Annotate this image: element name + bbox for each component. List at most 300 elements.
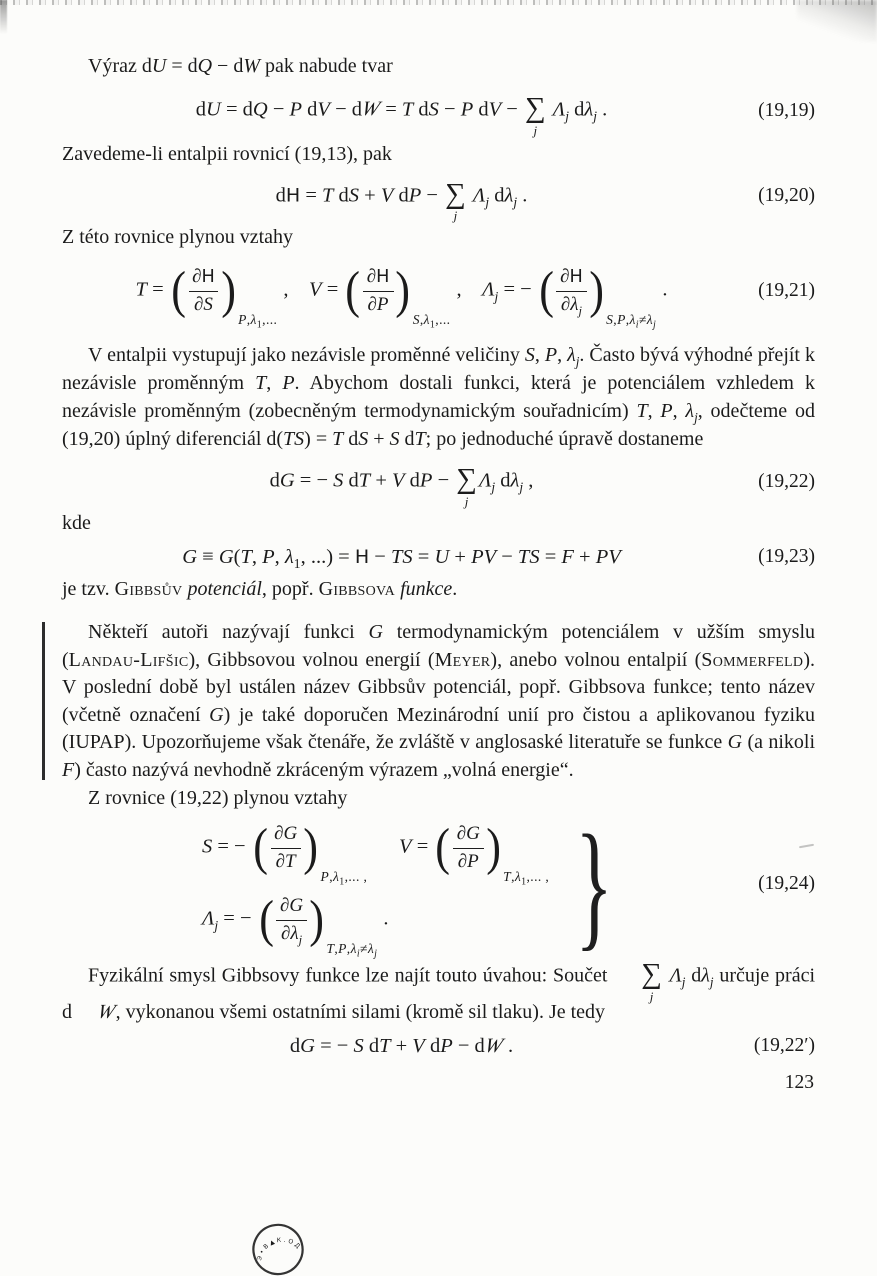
- paragraph-fyzikalni: [62, 956, 815, 1026]
- text-run: = d: [220, 98, 253, 121]
- paragraph-zrovnice: [62, 784, 815, 812]
- text-run: j: [374, 948, 378, 960]
- text-run: j: [565, 108, 569, 124]
- text-run: λ: [567, 344, 576, 367]
- text-run: G: [182, 545, 198, 568]
- text-run: d: [404, 469, 420, 492]
- text-run: ∂: [274, 822, 284, 844]
- text-run: ≠: [360, 941, 368, 957]
- text-run: ∂: [366, 265, 377, 287]
- text-run: G: [209, 703, 224, 726]
- equation-line-2: [202, 891, 550, 960]
- open-paren: (: [345, 262, 361, 320]
- equation-19-22-prime: [62, 1034, 815, 1059]
- text-run: . Často bývá výhodné přejít k nezávisle proměnným: [62, 344, 815, 395]
- text-run: λ: [284, 545, 294, 568]
- text-run: λ: [350, 941, 357, 957]
- text-run: P: [440, 1034, 453, 1057]
- text-run: =: [411, 835, 434, 858]
- text-run: T: [379, 1034, 391, 1057]
- text-run: =: [146, 278, 169, 301]
- text-run: P: [289, 98, 303, 121]
- text-run: P: [320, 869, 330, 885]
- text-run: G: [466, 822, 480, 844]
- text-run: i: [356, 948, 361, 960]
- text-run: j: [298, 932, 303, 947]
- text-run: ,: [278, 278, 310, 301]
- text-run: d: [302, 98, 318, 121]
- text-run: +: [573, 545, 596, 568]
- paragraph-ztato: [62, 223, 815, 251]
- text-run: G: [283, 822, 298, 844]
- paragraph-ventalpii: [62, 341, 815, 453]
- close-paren: ): [221, 262, 236, 320]
- text-run: j: [494, 288, 499, 304]
- text-run: Λ: [482, 278, 495, 301]
- text-run: W: [243, 55, 260, 77]
- text-run: Výraz d: [88, 55, 152, 77]
- text-run: ; po jednoduché úpravě dostaneme: [425, 428, 704, 451]
- text-run: S: [348, 184, 360, 207]
- text-run: S: [389, 428, 400, 451]
- text-run: P: [467, 850, 479, 872]
- text-run: ∂: [192, 265, 202, 287]
- text-run: V: [380, 184, 394, 207]
- text-run: λ: [367, 941, 375, 957]
- open-paren: (: [435, 819, 451, 877]
- text-run: Λ: [478, 469, 492, 492]
- text-run: pak nabude tvar: [260, 55, 393, 77]
- text-run: ∂: [193, 293, 204, 315]
- text-run: F: [561, 545, 574, 568]
- text-run: ∂: [457, 850, 468, 872]
- equation-19-24-group: [62, 804, 741, 963]
- equation-19-23: [62, 545, 815, 570]
- text-run: H: [285, 184, 301, 207]
- text-run: Meyer: [434, 648, 491, 671]
- text-run: ,: [334, 941, 339, 957]
- close-paren: ): [589, 262, 604, 320]
- text-run: j: [709, 974, 714, 990]
- library-stamp: [218, 1217, 338, 1276]
- equation-19-24-lines: [202, 819, 550, 960]
- text-run: d: [393, 184, 409, 207]
- text-run: −: [421, 184, 444, 207]
- summation-symbol: ∑ j: [456, 463, 477, 509]
- text-run: Zavedeme-li entalpii rovnicí (19,13), pak: [62, 142, 392, 165]
- fraction-condition: [412, 311, 451, 331]
- text-run: T: [255, 372, 267, 395]
- text-run: W: [482, 1034, 506, 1057]
- equation-line-1: [202, 819, 550, 888]
- text-run: d: [473, 98, 489, 121]
- note-paragraph: [62, 619, 815, 784]
- text-run: ∂λ: [560, 293, 579, 315]
- text-run: Z této rovnice plynou vztahy: [62, 226, 294, 249]
- text-run: H: [354, 545, 370, 568]
- text-run: P: [660, 400, 673, 423]
- scan-artifact-top-edge: [0, 0, 877, 5]
- scan-artifact-corner-left: [0, 0, 7, 34]
- text-run: T: [240, 545, 252, 568]
- text-run: =: [321, 278, 344, 301]
- text-run: +: [390, 1034, 413, 1057]
- equation-19-22: [62, 461, 815, 509]
- text-run: λ: [584, 98, 594, 121]
- text-run: ∂λ: [280, 922, 299, 944]
- text-run: ,: [266, 372, 283, 395]
- text-run: ,: [251, 545, 263, 568]
- text-run: d: [399, 428, 415, 451]
- text-run: j: [681, 974, 686, 990]
- text-run: potenciál: [187, 578, 262, 601]
- text-run: ,: [346, 941, 351, 957]
- equation-number: (19,19): [758, 99, 815, 121]
- text-run: T: [322, 184, 334, 207]
- text-run: +: [370, 469, 393, 492]
- text-run: PV: [595, 545, 621, 568]
- fraction-condition: [238, 311, 278, 331]
- summation-symbol: ∑ j: [445, 177, 466, 224]
- text-run: ), anebo volnou entalpií (: [490, 648, 702, 671]
- text-run: 1: [293, 555, 301, 571]
- text-run: −: [267, 98, 290, 121]
- text-run: ,: [672, 400, 686, 423]
- fraction-condition: [326, 941, 378, 960]
- text-run: , odečteme od (19,20) úplný diferenciál d(: [62, 400, 815, 451]
- paragraph-zavedeme: [62, 140, 815, 168]
- text-run: ,: [511, 869, 515, 885]
- text-run: d: [289, 1034, 301, 1057]
- text-run: G: [300, 1034, 315, 1057]
- text-run: T: [332, 428, 344, 451]
- text-run: − d: [329, 98, 362, 121]
- text-run: +: [368, 428, 390, 451]
- text-run: T: [636, 400, 648, 423]
- text-run: V: [488, 98, 502, 121]
- text-run: ∂: [275, 850, 286, 872]
- text-run: −: [432, 469, 455, 492]
- text-run: ,: [557, 344, 568, 367]
- text-run: Gibbsova: [318, 578, 396, 601]
- text-run: ,: [613, 311, 618, 327]
- text-run: G: [368, 621, 383, 644]
- text-run: (a nikoli: [742, 731, 815, 754]
- fraction: [538, 262, 657, 331]
- text-run: ≠: [638, 311, 647, 327]
- text-run: .: [596, 98, 608, 121]
- text-run: − d: [452, 1034, 485, 1057]
- text-run: P: [338, 941, 347, 957]
- fraction: [434, 819, 550, 888]
- paragraph-intro: [62, 52, 815, 80]
- text-run: ∂: [456, 822, 467, 844]
- text-run: V: [412, 1034, 425, 1057]
- open-paren: (: [258, 891, 274, 949]
- text-run: Λ: [552, 98, 566, 121]
- text-run: ). V poslední době byl ustálen název Gibbsův potenciál, popř. Gibbsova funkce; tento název (včetně označení: [62, 648, 815, 726]
- text-run: λ: [701, 964, 710, 987]
- text-run: ,: [274, 545, 285, 568]
- open-paren: (: [539, 262, 554, 320]
- equation-19-24: [62, 804, 815, 963]
- text-run: = d: [166, 55, 198, 77]
- text-run: P: [376, 293, 389, 315]
- text-run: d: [275, 184, 286, 207]
- equation-number: (19,20): [758, 185, 815, 207]
- text-run: G: [727, 731, 743, 754]
- text-run: ,: [534, 344, 545, 367]
- text-run: j: [578, 303, 583, 318]
- equation-19-20: [62, 176, 815, 224]
- fraction: [344, 262, 451, 331]
- text-run: V: [399, 835, 412, 858]
- fraction: [258, 891, 378, 960]
- text-run: d: [495, 469, 511, 492]
- text-run: d: [333, 184, 349, 207]
- equation-body: [62, 1034, 741, 1059]
- text-run: S: [524, 344, 535, 367]
- right-brace: }: [575, 804, 614, 963]
- text-run: určuje práci d: [62, 964, 816, 1023]
- text-run: d: [685, 964, 702, 987]
- text-run: d: [489, 184, 505, 207]
- text-run: . Abychom dostali funkci, která je potenciálem vzhledem k nezávisle proměnným (zobecněným termodynamickým souřadnicím): [62, 372, 815, 423]
- text-run: , ...) =: [300, 545, 355, 568]
- text-run: ,...: [262, 311, 278, 327]
- text-run: , vykonanou všemi ostatními silami (kromě sil tlaku). Je tedy: [115, 1000, 606, 1023]
- text-run: U: [434, 545, 450, 568]
- text-run: d: [568, 98, 585, 121]
- text-run: P: [408, 184, 422, 207]
- text-run: 1: [339, 876, 345, 888]
- text-run: +: [449, 545, 472, 568]
- equation-19-19: [62, 90, 815, 138]
- text-run: −: [501, 98, 523, 121]
- text-run: S: [412, 311, 420, 327]
- text-run: =: [380, 98, 402, 121]
- text-run: λ: [646, 311, 654, 327]
- text-run: ,... ,: [344, 869, 368, 885]
- text-run: d: [343, 469, 359, 492]
- text-run: T: [285, 850, 296, 872]
- text-run: − d: [212, 55, 244, 77]
- text-run: Sommerfeld: [701, 648, 804, 671]
- text-run: Λ: [472, 184, 486, 207]
- equation-number: (19,22′): [753, 1035, 815, 1057]
- text-run: [368, 836, 399, 858]
- text-run: d: [424, 1034, 441, 1057]
- text-run: ,: [419, 311, 424, 327]
- text-run: TS: [390, 545, 413, 568]
- fraction: [170, 262, 278, 331]
- text-run: λ: [629, 311, 636, 327]
- text-run: i: [635, 319, 639, 331]
- text-run: V entalpii vystupují jako nezávisle proměnné veličiny: [88, 344, 525, 367]
- text-run: −: [496, 545, 518, 568]
- text-run: S: [428, 98, 439, 121]
- text-run: S: [353, 1034, 364, 1057]
- text-run: = −: [314, 1034, 354, 1057]
- text-run: ∂: [560, 265, 570, 287]
- text-run: d: [195, 98, 206, 121]
- text-run: P: [617, 311, 626, 327]
- text-run: (: [233, 545, 241, 568]
- text-run: , popř.: [261, 578, 319, 601]
- text-run: .: [378, 907, 389, 930]
- text-run: ,: [647, 400, 661, 423]
- text-run: P: [262, 545, 275, 568]
- text-run: ,: [246, 311, 251, 327]
- text-run: S: [358, 428, 369, 451]
- open-paren: (: [253, 819, 268, 877]
- text-run: Z rovnice (19,22) plynou vztahy: [88, 787, 348, 810]
- text-run: d: [363, 1034, 380, 1057]
- paragraph-kde: [62, 509, 815, 537]
- text-run: ,...: [435, 311, 451, 327]
- text-run: λ: [514, 869, 522, 885]
- equation-body: [62, 176, 741, 224]
- text-run: j: [575, 354, 580, 370]
- text-run: λ: [510, 469, 520, 492]
- fraction-condition: [320, 869, 368, 888]
- text-run: G: [279, 469, 295, 492]
- scan-artifact-corner-smudge: [797, 0, 877, 42]
- equation-body: [62, 461, 741, 509]
- text-run: λ: [685, 400, 695, 423]
- text-run: H: [569, 266, 583, 287]
- text-run: .: [657, 278, 668, 301]
- text-run: λ: [423, 311, 430, 327]
- equation-number: (19,24): [758, 873, 815, 895]
- text-run: .: [517, 184, 528, 207]
- text-run: = −: [212, 835, 251, 858]
- text-run: G: [218, 545, 234, 568]
- text-run: ) je také doporučen Mezinárodní unií pro čistou a aplikovanou fyziku (IUPAP). Upozorňujeme však čtenáře, že zvláště v anglosaské literatuře se funkce: [62, 703, 815, 754]
- text-run: .: [452, 578, 458, 601]
- fraction-condition: [503, 869, 550, 888]
- text-run: je tzv.: [62, 578, 115, 601]
- paragraph-jetzv: [62, 575, 815, 603]
- text-run: F: [62, 758, 75, 781]
- text-run: T: [135, 278, 147, 301]
- text-run: ≡: [197, 545, 219, 568]
- text-run: λ: [504, 184, 514, 207]
- text-run: Někteří autoři nazývají funkci: [88, 621, 369, 644]
- text-run: P: [460, 98, 474, 121]
- text-run: P: [419, 469, 433, 492]
- text-run: .: [502, 1034, 514, 1057]
- text-run: ,: [625, 311, 630, 327]
- text-run: P: [544, 344, 558, 367]
- text-run: PV: [471, 545, 497, 568]
- equation-number: (19,23): [758, 545, 815, 567]
- text-run: = −: [218, 907, 257, 930]
- text-run: P: [282, 372, 295, 395]
- summation-symbol: ∑ j: [524, 92, 546, 138]
- text-run: d: [413, 98, 429, 121]
- text-run: T: [414, 428, 426, 451]
- text-run: Fyzikální smysl Gibbsovy funkce lze najít touto úvahou: Součet: [88, 964, 614, 987]
- fraction: [252, 819, 368, 888]
- page-number: 123: [784, 1072, 814, 1094]
- text-run: = −: [498, 278, 537, 301]
- text-run: ∂: [367, 293, 377, 315]
- text-run: S: [333, 469, 344, 492]
- text-run: W: [95, 1000, 119, 1023]
- text-run: ,: [451, 278, 483, 301]
- text-run: T: [503, 869, 512, 885]
- text-run: G: [289, 894, 304, 916]
- text-run: S: [202, 835, 213, 858]
- text-run: d: [343, 428, 359, 451]
- text-run: Q: [252, 98, 268, 121]
- text-run: ,... ,: [526, 869, 550, 885]
- text-run: j: [653, 319, 657, 331]
- text-run: Λ: [669, 964, 682, 987]
- text-run: 1: [256, 319, 263, 331]
- text-run: λ: [250, 311, 257, 327]
- equation-body: [62, 90, 741, 138]
- text-run: j: [519, 479, 524, 495]
- close-paren: ): [303, 819, 319, 877]
- fraction-condition: [606, 311, 657, 331]
- text-run: = −: [294, 469, 334, 492]
- text-run: ) =: [304, 428, 333, 451]
- svg-text:Э•В▲К.ОДО: [237, 1217, 304, 1265]
- text-run: j: [485, 194, 490, 210]
- close-paren: ): [395, 262, 411, 320]
- text-run: S: [606, 311, 614, 327]
- text-run: 1: [521, 876, 527, 888]
- text-run: 1: [429, 319, 436, 331]
- text-run: W: [359, 98, 383, 121]
- close-paren: ): [486, 819, 501, 877]
- text-run: TS: [517, 545, 540, 568]
- text-run: j: [694, 410, 698, 426]
- text-run: j: [491, 479, 496, 495]
- text-run: λ: [332, 869, 340, 885]
- text-run: ), Gibbsovou volnou energií (: [188, 648, 435, 671]
- text-run: j: [593, 108, 597, 124]
- text-run: ∂: [279, 894, 290, 916]
- text-run: Landau-Lifšic: [68, 648, 189, 671]
- equation-19-21: [62, 262, 815, 331]
- text-run: ,: [329, 869, 333, 885]
- text-run: U: [151, 55, 167, 77]
- text-run: ,: [523, 469, 534, 492]
- text-run: T: [326, 941, 335, 957]
- text-run: TS: [283, 428, 305, 451]
- text-run: ) často nazývá nevhodně zkráceným výrazem „volná energie“.: [74, 758, 574, 781]
- text-run: Q: [197, 55, 213, 77]
- text-run: T: [358, 469, 371, 492]
- text-run: +: [359, 184, 381, 207]
- text-run: Λ: [202, 907, 215, 930]
- text-run: =: [539, 545, 562, 568]
- close-paren: ): [309, 891, 325, 949]
- open-paren: (: [171, 262, 186, 320]
- text-run: d: [269, 469, 280, 492]
- text-run: V: [317, 98, 330, 121]
- text-run: V: [392, 469, 405, 492]
- text-run: V: [309, 278, 322, 301]
- text-run: funkce: [400, 578, 453, 601]
- text-run: T: [401, 98, 414, 121]
- summation-symbol: ∑ j: [641, 958, 662, 1004]
- text-run: P: [238, 311, 247, 327]
- stamp-letters: Э•В▲К.ОДО: [236, 1219, 303, 1262]
